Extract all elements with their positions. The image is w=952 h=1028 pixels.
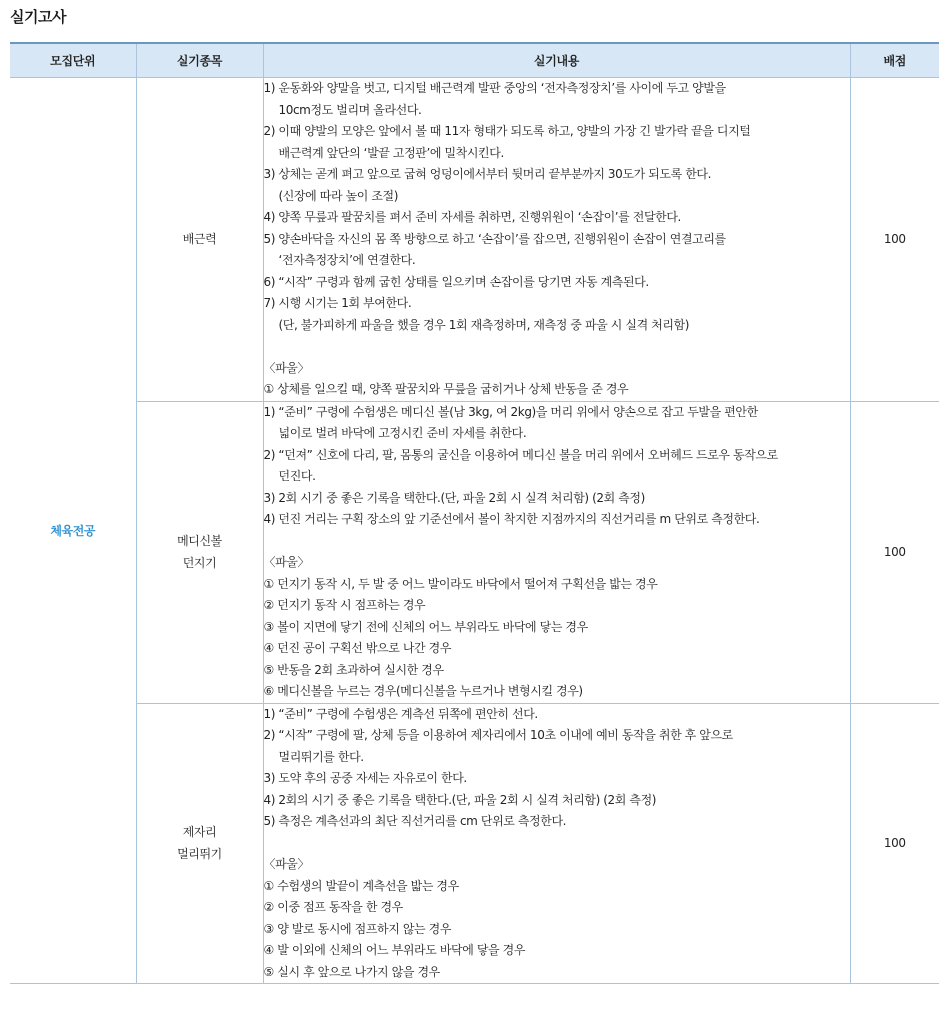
content-line: 4) 2회의 시기 중 좋은 기록을 택한다.(단, 파울 2회 시 실격 처리함) (2회 측정) (263, 792, 657, 807)
sport-label: 메디신볼 (177, 534, 222, 548)
content-line: 5) 양손바닥을 자신의 몸 쪽 방향으로 하고 ‘손잡이’를 잡으면, 진행위원이 손잡이 연결고리를 (263, 231, 726, 246)
header-unit: 모집단위 (10, 43, 136, 78)
table-row (10, 703, 939, 984)
score-value: 100 (883, 545, 906, 559)
score-value: 100 (883, 836, 906, 851)
foul-item: ② 던지기 동작 시 점프하는 경우 (263, 598, 426, 612)
sport-label: 배근력 (182, 232, 217, 247)
content-line: 2) 이때 양발의 모양은 앞에서 볼 때 11자 형태가 되도록 하고, 양발의 가장 긴 발가락 끝을 디지털 (263, 124, 751, 138)
header-score: 배점 (850, 43, 939, 78)
content-line: 7) 시행 시기는 1회 부여한다. (263, 296, 412, 310)
content-line: 2) “시작” 구령에 팔, 상체 등을 이용하여 제자리에서 10초 이내에 예비 동작을 취한 후 앞으로 (263, 728, 733, 742)
header-content: 실기내용 (263, 43, 850, 78)
table-header-row (10, 43, 939, 78)
foul-item: ① 던지기 동작 시, 두 발 중 어느 발이라도 바닥에서 떨어져 구획선을 밟는 경우 (263, 576, 658, 591)
foul-item: ⑥ 메디신볼을 누르는 경우(메디신볼을 누르거나 변형시킬 경우) (263, 684, 583, 698)
content-cell (263, 401, 850, 703)
content-line: (단, 불가피하게 파울을 했을 경우 1회 재측정하며, 재측정 중 파울 시 실격 처리함) (278, 317, 690, 332)
foul-title: 〈파울〉 (263, 555, 310, 569)
content-line: 1) 운동화와 양말을 벗고, 디지털 배근력계 발판 중앙의 ‘전자측정장치’를 사이에 두고 양발을 (263, 81, 726, 95)
content-line: 넓이로 벌려 바닥에 고정시킨 준비 자세를 취한다. (278, 426, 527, 440)
content-line: 3) 상체는 곧게 펴고 앞으로 굽혀 엉덩이에서부터 뒷머리 끝부분까지 30도가 되도록 한다. (263, 167, 711, 181)
unit-cell (10, 78, 136, 984)
unit-label: 체육전공 (50, 524, 96, 538)
content-line: 1) “준비” 구령에 수험생은 메디신 볼(남 3kg, 여 2kg)을 머리 위에서 양손으로 잡고 두발을 편안한 (263, 404, 758, 419)
score-value: 100 (883, 232, 906, 247)
content-line: 1) “준비” 구령에 수험생은 계측선 뒤쪽에 편안히 선다. (263, 706, 538, 721)
sport-label: 던지기 (182, 556, 217, 570)
foul-item: ⑤ 실시 후 앞으로 나가지 않을 경우 (263, 964, 440, 979)
foul-item: ④ 던진 공이 구획선 밖으로 나간 경우 (263, 641, 452, 655)
foul-item: ① 수험생의 발끝이 계측선을 밟는 경우 (263, 878, 459, 893)
foul-title: 〈파울〉 (263, 857, 310, 871)
sport-label: 제자리 (182, 825, 217, 840)
content-line: 던진다. (278, 469, 316, 483)
sport-cell (136, 401, 263, 703)
content-cell (263, 703, 850, 984)
content-line: 5) 측정은 계측선과의 최단 직선거리를 cm 단위로 측정한다. (263, 814, 567, 828)
content-line: 4) 던진 거리는 구획 장소의 앞 기준선에서 볼이 착지한 지점까지의 직선거리를 m 단위로 측정한다. (263, 512, 760, 526)
content-line: 6) “시작” 구령과 함께 굽힌 상태를 일으키며 손잡이를 당기면 자동 계측된다. (263, 274, 649, 289)
content-line: ‘전자측정장치’에 연결한다. (278, 253, 416, 267)
sport-cell (136, 703, 263, 984)
content-line: 3) 2회 시기 중 좋은 기록을 택한다.(단, 파울 2회 시 실격 처리함) (2회 측정) (263, 490, 645, 505)
spacer (264, 833, 850, 855)
foul-item: ④ 발 이외에 신체의 어느 부위라도 바닥에 닿을 경우 (263, 943, 526, 957)
content-line: 3) 도약 후의 공중 자세는 자유로이 한다. (263, 771, 467, 785)
foul-item: ② 이중 점프 동작을 한 경우 (263, 900, 403, 914)
foul-item: ③ 볼이 지면에 닿기 전에 신체의 어느 부위라도 바닥에 닿는 경우 (263, 619, 588, 634)
spacer (264, 531, 850, 553)
table-row (10, 78, 939, 402)
table-row (10, 401, 939, 703)
header-sport: 실기종목 (136, 43, 263, 78)
content-line: 배근력계 앞단의 ‘발끝 고정판’에 밀착시킨다. (278, 145, 504, 160)
content-line: 멀리뛰기를 한다. (278, 749, 364, 764)
sport-cell (136, 78, 263, 402)
content-cell (263, 78, 850, 402)
score-cell (850, 78, 939, 402)
foul-title: 〈파울〉 (263, 360, 310, 375)
score-cell (850, 703, 939, 984)
exam-table (10, 42, 939, 984)
foul-item: ⑤ 반동을 2회 초과하여 실시한 경우 (263, 662, 444, 677)
spacer (264, 336, 850, 358)
content-line: 2) “던져” 신호에 다리, 팔, 몸통의 굴신을 이용하여 메디신 볼을 머리 위에서 오버헤드 드로우 동작으로 (263, 447, 778, 462)
sport-label: 멀리뛰기 (177, 847, 222, 862)
content-line: 10cm정도 벌리며 올라선다. (278, 102, 422, 117)
page-title: 실기고사 (10, 8, 66, 26)
foul-item: ① 상체를 일으킬 때, 양쪽 팔꿈치와 무릎을 굽히거나 상체 반동을 준 경우 (263, 382, 629, 396)
content-line: (신장에 따라 높이 조절) (278, 188, 399, 203)
foul-item: ③ 양 발로 동시에 점프하지 않는 경우 (263, 921, 452, 936)
content-line: 4) 양쪽 무릎과 팔꿈치를 펴서 준비 자세를 취하면, 진행위원이 ‘손잡이’를 전달한다. (263, 210, 681, 224)
score-cell (850, 401, 939, 703)
